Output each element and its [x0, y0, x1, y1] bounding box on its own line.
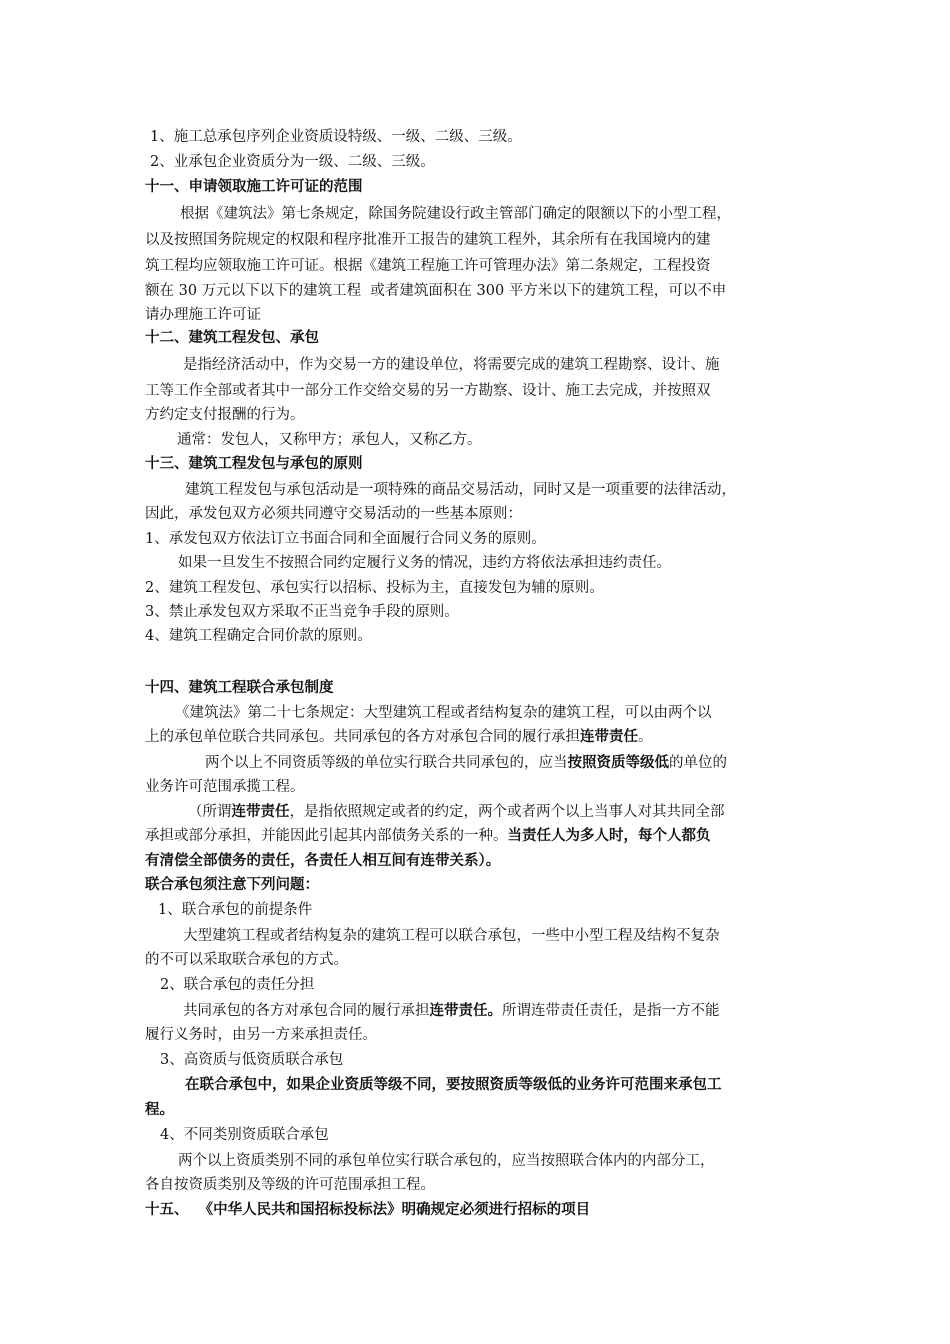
bold-emphasis: 连带责任 [231, 804, 290, 820]
list-item: 2、联合承包的责任分担 [160, 977, 315, 993]
paragraph-line: 建筑工程发包与承包活动是一项特殊的商品交易活动，同时又是一项重要的法律活动， [185, 482, 736, 498]
paragraph-line: 程。 [145, 1102, 174, 1118]
list-item: 2、建筑工程发包、承包实行以招标、投标为主，直接发包为辅的原则。 [145, 580, 604, 596]
bold-emphasis: 当责任人为多人时，每个人都负 [507, 828, 711, 844]
bold-emphasis: 连带责任 [580, 729, 638, 745]
section-heading: 十三、建筑工程发包与承包的原则 [145, 456, 363, 472]
paragraph-line: 承担或部分承担，并能因此引起其内部债务关系的一种。当责任人为多人时，每个人都负 [145, 828, 711, 844]
list-item: 2、业承包企业资质分为一级、二级、三级。 [150, 154, 435, 170]
section-heading: 十一、申请领取施工许可证的范围 [145, 179, 363, 195]
paragraph-line: 两个以上资质类别不同的承包单位实行联合承包的，应当按照联合体内的内部分工， [178, 1153, 715, 1169]
paragraph-line: 工等工作全部或者其中一部分工作交给交易的另一方勘察、设计、施工去完成，并按照双 [145, 383, 711, 399]
paragraph-line: 在联合承包中，如果企业资质等级不同，要按照资质等级低的业务许可范围来承包工 [185, 1077, 722, 1093]
paragraph-line: 的不可以采取联合承包的方式。 [145, 952, 348, 968]
paragraph-line: 业务许可范围承揽工程。 [145, 779, 305, 795]
paragraph-line: 通常：发包人，又称甲方；承包人，又称乙方。 [177, 432, 482, 448]
paragraph-line: 根据《建筑法》第七条规定，除国务院建设行政主管部门确定的限额以下的小型工程， [180, 206, 731, 222]
paragraph-line: 有清偿全部债务的责任，各责任人相互间有连带关系）。 [145, 853, 501, 869]
bold-emphasis: 连带责任。 [429, 1003, 502, 1019]
list-item: 1、联合承包的前提条件 [158, 902, 313, 918]
paragraph-line: 《建筑法》第二十七条规定：大型建筑工程或者结构复杂的建筑工程，可以由两个以 [175, 705, 712, 721]
paragraph-line: 以及按照国务院规定的权限和程序批准开工报告的建筑工程外，其余所有在我国境内的建 [145, 232, 711, 248]
paragraph-line: 请办理施工许可证 [145, 307, 261, 323]
paragraph-line: 履行义务时，由另一方来承担责任。 [145, 1027, 377, 1043]
section-heading: 十四、建筑工程联合承包制度 [145, 680, 334, 696]
paragraph-line: 共同承包的各方对承包合同的履行承担连带责任。所谓连带责任责任，是指一方不能 [183, 1003, 720, 1019]
paragraph-line: 因此，承发包双方必须共同遵守交易活动的一些基本原则： [145, 506, 522, 522]
subsection-heading: 联合承包须注意下列问题： [145, 877, 319, 893]
section-heading: 十五、 《中华人民共和国招标投标法》明确规定必须进行招标的项目 [145, 1202, 591, 1218]
list-item: 1、施工总承包序列企业资质设特级、一级、二级、三级。 [150, 129, 522, 145]
bold-emphasis: 按照资质等级低 [567, 755, 669, 771]
paragraph-line: 筑工程均应领取施工许可证。根据《建筑工程施工许可管理办法》第二条规定，工程投资 [145, 258, 711, 274]
paragraph-line: 额在 30 万元以下以下的建筑工程 或者建筑面积在 300 平方米以下的建筑工程，可以不申 [145, 283, 727, 299]
paragraph-line: 是指经济活动中，作为交易一方的建设单位，将需要完成的建筑工程勘察、设计、施 [183, 357, 720, 373]
paragraph-line: 如果一旦发生不按照合同约定履行义务的情况，违约方将依法承担违约责任。 [178, 555, 671, 571]
list-item: 4、建筑工程确定合同价款的原则。 [145, 628, 372, 644]
paragraph-line: 方约定支付报酬的行为。 [145, 407, 305, 423]
list-item: 3、高资质与低资质联合承包 [160, 1052, 344, 1068]
section-heading: 十二、建筑工程发包、承包 [145, 330, 319, 346]
paragraph-line: 大型建筑工程或者结构复杂的建筑工程可以联合承包，一些中小型工程及结构不复杂 [183, 928, 720, 944]
list-item: 3、禁止承发包双方采取不正当竞争手段的原则。 [145, 604, 459, 620]
paragraph-line: 上的承包单位联合共同承包。共同承包的各方对承包合同的履行承担连带责任。 [145, 729, 653, 745]
paragraph-line: 两个以上不同资质等级的单位实行联合共同承包的，应当按照资质等级低的单位的 [205, 755, 727, 771]
list-item: 1、承发包双方依法订立书面合同和全面履行合同义务的原则。 [145, 531, 546, 547]
list-item: 4、不同类别资质联合承包 [160, 1127, 329, 1143]
paragraph-line: 各自按资质类别及等级的许可范围承担工程。 [145, 1177, 435, 1193]
paragraph-line: （所谓连带责任，是指依照规定或者的约定，两个或者两个以上当事人对其共同全部 [188, 804, 725, 820]
